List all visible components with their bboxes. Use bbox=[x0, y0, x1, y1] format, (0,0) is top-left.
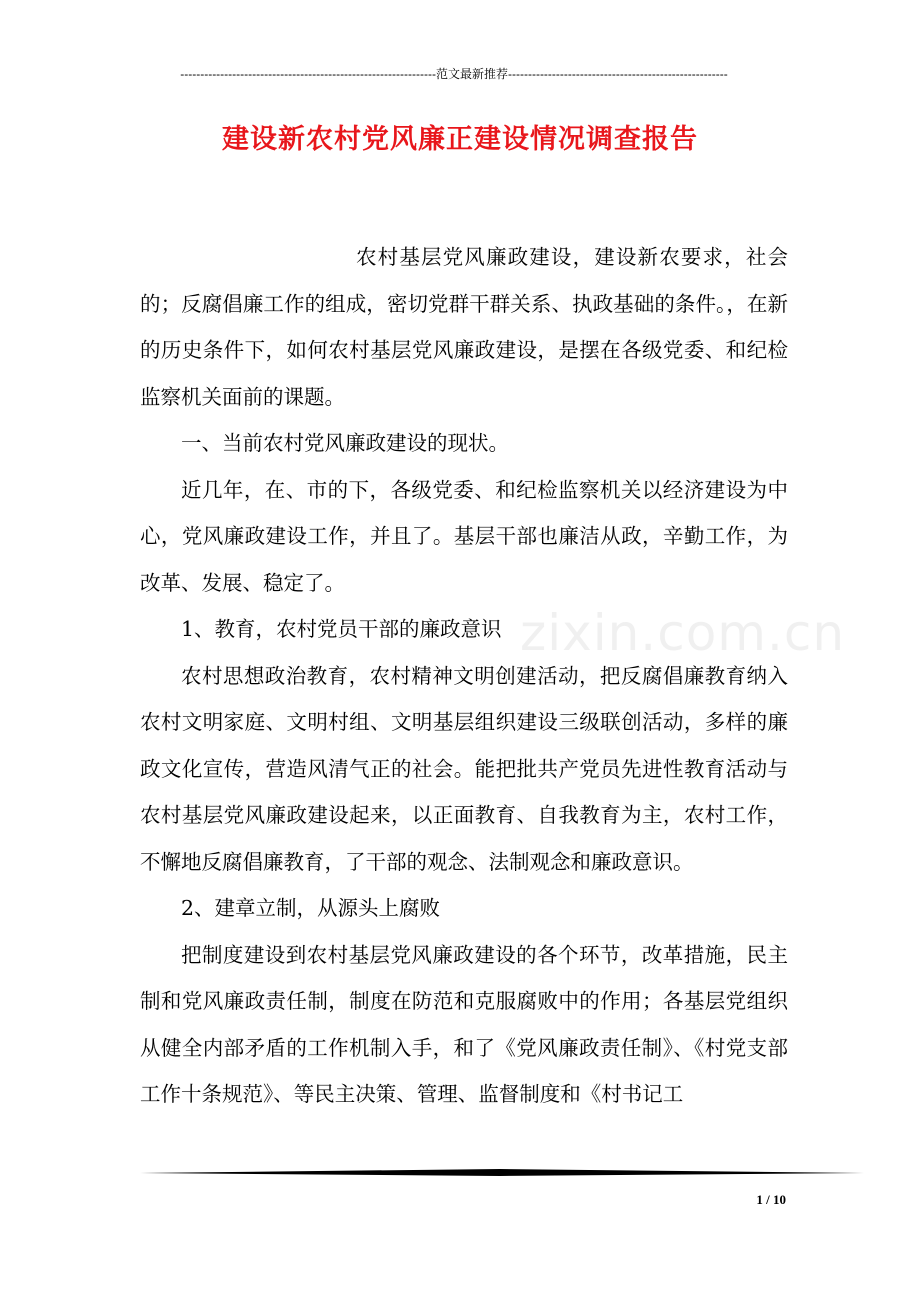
watermark: zixin.com.cn bbox=[520, 604, 846, 662]
document-body bbox=[140, 234, 788, 1118]
intro-paragraph: 农村基层党风廉政建设，建设新农要求，社会的；反腐倡廉工作的组成，密切党群干群关系、执政基础的条件。，在新的历史条件下，如何农村基层党风廉政建设，是摆在各级党委、和纪检监察机关面前的课题。 bbox=[140, 245, 788, 409]
body-paragraph: 近几年，在、市的下，各级党委、和纪检监察机关以经济建设为中心，党风廉政建设工作，并且了。基层干部也廉洁从政，辛勤工作，为改革、发展、稳定了。 bbox=[140, 477, 788, 595]
page-number: 1 / 10 bbox=[756, 1192, 786, 1207]
subsection-heading-2: 2、建章立制，从源头上腐败 bbox=[181, 896, 441, 920]
document-title: 建设新农村党风廉正建设情况调查报告 bbox=[222, 124, 698, 155]
section-heading-1: 一、当前农村党风廉政建设的现状。 bbox=[181, 431, 509, 455]
header-rule: ----------------------------------------------------------------范文最新推荐------------------------------------------------------- bbox=[180, 67, 728, 81]
footer-rule bbox=[140, 1168, 864, 1177]
subsection-heading-1: 1、教育，农村党员干部的廉政意识 bbox=[181, 617, 502, 641]
body-paragraph: 把制度建设到农村基层党风廉政建设的各个环节，改革措施，民主制和党风廉政责任制，制度在防范和克服腐败中的作用；各基层党组织从健全内部矛盾的工作机制入手，和了《党风廉政责任制》、《村党支部工作十条规范》、等民主决策、管理、监督制度和《村书记工 bbox=[140, 942, 788, 1106]
body-paragraph: 农村思想政治教育，农村精神文明创建活动，把反腐倡廉教育纳入农村文明家庭、文明村组、文明基层组织建设三级联创活动，多样的廉政文化宣传，营造风清气正的社会。能把批共产党员先进性教育活动与农村基层党风廉政建设起来，以正面教育、自我教育为主，农村工作，不懈地反腐倡廉教育，了干部的观念、法制观念和廉政意识。 bbox=[140, 663, 788, 874]
